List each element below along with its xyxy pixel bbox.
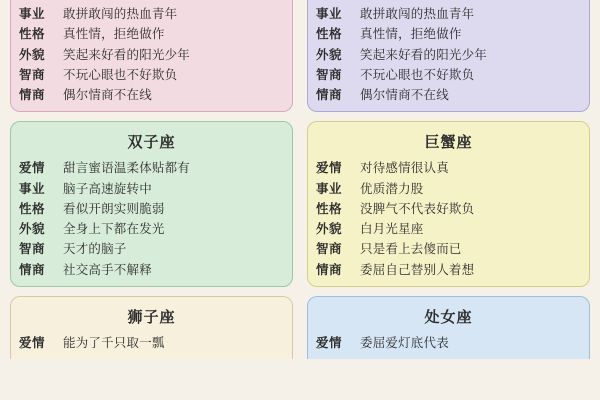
trait-key: 爱情 xyxy=(19,335,46,350)
zodiac-card-title: 处女座 xyxy=(424,308,473,326)
trait-row xyxy=(316,85,581,105)
trait-row xyxy=(19,239,284,259)
trait-key: 事业 xyxy=(316,181,343,196)
trait-key: 爱情 xyxy=(316,335,343,350)
trait-value: 全身上下都在发光 xyxy=(63,222,165,236)
trait-key: 智商 xyxy=(316,67,343,82)
trait-value: 甜言蜜语温柔体贴都有 xyxy=(63,161,191,176)
trait-value: 不玩心眼也不好欺负 xyxy=(360,67,475,82)
trait-key: 智商 xyxy=(19,67,46,82)
trait-row xyxy=(316,260,581,280)
right-column xyxy=(307,0,590,359)
zodiac-card-virgo[interactable] xyxy=(307,296,590,359)
trait-row xyxy=(316,24,581,44)
trait-key: 外貌 xyxy=(19,47,46,62)
trait-row xyxy=(19,219,284,239)
trait-row xyxy=(316,4,581,24)
trait-row xyxy=(316,179,581,199)
trait-row xyxy=(316,45,581,65)
trait-value: 敢拼敢闯的热血青年 xyxy=(63,7,178,21)
trait-value: 偶尔情商不在线 xyxy=(360,88,449,102)
trait-value: 敢拼敢闯的热血青年 xyxy=(360,7,475,21)
trait-value: 天才的脑子 xyxy=(63,242,127,257)
zodiac-card-leo[interactable] xyxy=(10,296,293,359)
trait-value: 看似开朗实则脆弱 xyxy=(63,201,165,216)
trait-key: 性格 xyxy=(19,27,46,42)
trait-value: 没脾气不代表好欺负 xyxy=(360,201,475,216)
trait-key: 外貌 xyxy=(316,222,343,236)
trait-key: 情商 xyxy=(19,88,46,102)
trait-key: 爱情 xyxy=(316,161,343,176)
trait-row xyxy=(316,158,581,178)
zodiac-card-grid xyxy=(10,0,590,359)
trait-key: 外貌 xyxy=(19,222,46,236)
trait-value: 偶尔情商不在线 xyxy=(63,88,152,102)
trait-row xyxy=(19,333,284,353)
zodiac-card-title: 巨蟹座 xyxy=(424,134,473,152)
zodiac-card-gemini[interactable] xyxy=(10,121,293,287)
trait-value: 只是看上去傻而已 xyxy=(360,242,462,257)
trait-value: 社交高手不解释 xyxy=(63,262,152,277)
trait-row xyxy=(19,199,284,219)
trait-row xyxy=(316,333,581,353)
trait-value: 对待感情很认真 xyxy=(360,161,449,176)
trait-row xyxy=(19,85,284,105)
trait-value: 真性情，拒绝做作 xyxy=(63,27,165,42)
trait-value: 脑子高速旋转中 xyxy=(63,181,152,196)
trait-key: 事业 xyxy=(19,7,46,21)
trait-row xyxy=(19,4,284,24)
trait-value: 不玩心眼也不好欺负 xyxy=(63,67,178,82)
trait-row xyxy=(316,239,581,259)
trait-key: 事业 xyxy=(316,7,343,21)
trait-value: 能为了千只取一瓢 xyxy=(63,335,165,350)
trait-row xyxy=(19,158,284,178)
left-column xyxy=(10,0,293,359)
trait-value: 真性情，拒绝做作 xyxy=(360,27,462,42)
trait-value: 委屈爱灯底代表 xyxy=(360,335,449,350)
trait-row xyxy=(19,260,284,280)
trait-row xyxy=(316,219,581,239)
trait-row xyxy=(19,65,284,85)
trait-key: 智商 xyxy=(19,242,46,257)
trait-key: 情商 xyxy=(19,262,46,277)
trait-key: 情商 xyxy=(316,88,343,102)
trait-value: 笑起来好看的阳光少年 xyxy=(63,47,191,62)
trait-row xyxy=(19,24,284,44)
trait-row xyxy=(19,179,284,199)
trait-key: 事业 xyxy=(19,181,46,196)
trait-key: 外貌 xyxy=(316,47,343,62)
trait-key: 情商 xyxy=(316,262,343,277)
trait-key: 爱情 xyxy=(19,161,46,176)
zodiac-card-taurus[interactable] xyxy=(307,0,590,112)
zodiac-card-title: 双子座 xyxy=(127,134,176,152)
trait-key: 性格 xyxy=(316,27,343,42)
trait-key: 性格 xyxy=(19,201,46,216)
trait-value: 笑起来好看的阳光少年 xyxy=(360,47,488,62)
zodiac-card-title: 狮子座 xyxy=(127,308,176,326)
trait-row xyxy=(316,65,581,85)
trait-row xyxy=(19,45,284,65)
trait-key: 智商 xyxy=(316,242,343,257)
zodiac-card-aries[interactable] xyxy=(10,0,293,112)
trait-row xyxy=(316,199,581,219)
trait-value: 优质潜力股 xyxy=(360,181,424,196)
zodiac-card-cancer[interactable] xyxy=(307,121,590,287)
trait-value: 委屈自己替别人着想 xyxy=(360,262,475,277)
trait-key: 性格 xyxy=(316,201,343,216)
trait-value: 白月光星座 xyxy=(360,222,424,236)
